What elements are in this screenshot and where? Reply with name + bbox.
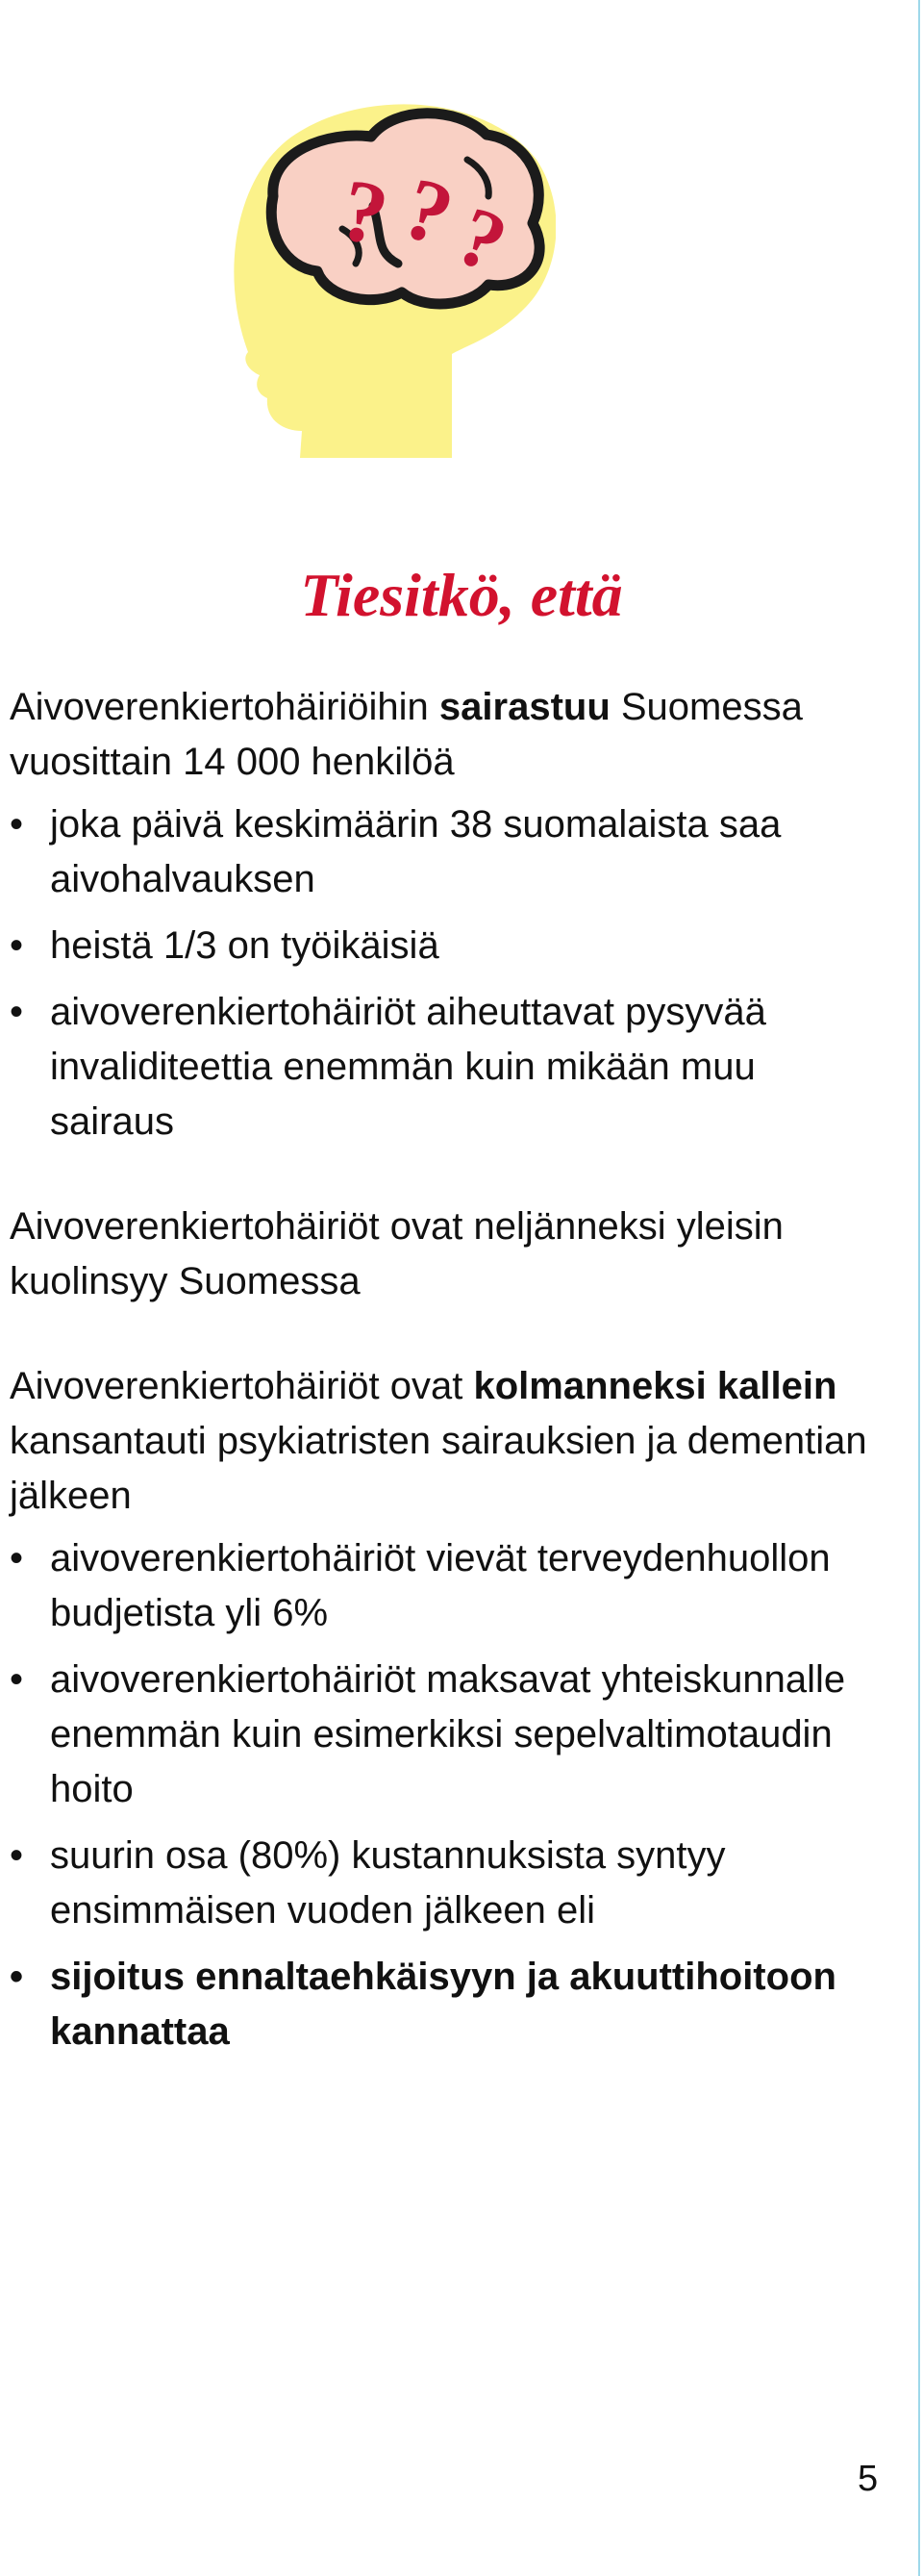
- cost-list: [10, 1531, 875, 2059]
- list-item: • aivoverenkiertohäiriöt maksavat yhteiskunnalle enemmän kuin esimerkiksi sepelvaltimotaudin hoito: [10, 1653, 875, 1817]
- list-item: • suurin osa (80%) kustannuksista syntyy ensimmäisen vuoden jälkeen eli: [10, 1829, 875, 1938]
- page-title: Tiesitkö, että: [300, 561, 623, 629]
- list-item: • aivoverenkiertohäiriöt aiheuttavat pysyvää invaliditeettia enemmän kuin mikään muu sairaus: [10, 985, 875, 1149]
- list-item: • aivoverenkiertohäiriöt vievät terveydenhuollon budjetista yli 6%: [10, 1531, 875, 1641]
- confused-head-brain-icon: [229, 92, 556, 458]
- content-body: [10, 680, 875, 2071]
- question-mark-glyph: ?: [391, 158, 465, 265]
- paragraph-mortality: Aivoverenkiertohäiriöt ovat neljänneksi yleisin kuolinsyy Suomessa: [10, 1205, 784, 1302]
- list-item: • heistä 1/3 on työikäisiä: [10, 919, 875, 973]
- page-edge-line: [918, 0, 920, 2576]
- page-number: 5: [858, 2459, 879, 2499]
- list-item-conclusion: • sijoitus ennaltaehkäisyyn ja akuuttihoitoon kannattaa: [10, 1950, 875, 2059]
- question-mark-glyph: ?: [444, 189, 519, 292]
- paragraph-incidence: Aivoverenkiertohäiriöihin sairastuu Suomessa vuosittain 14 000 henkilöä: [10, 686, 803, 783]
- paragraph-cost: Aivoverenkiertohäiriöt ovat kolmanneksi kallein kansantauti psykiatristen sairauksien ja dementian jälkeen: [10, 1365, 867, 1517]
- incidence-list: [10, 797, 875, 1149]
- question-mark-glyph: ?: [332, 159, 397, 265]
- list-item: • joka päivä keskimäärin 38 suomalaista saa aivohalvauksen: [10, 797, 875, 907]
